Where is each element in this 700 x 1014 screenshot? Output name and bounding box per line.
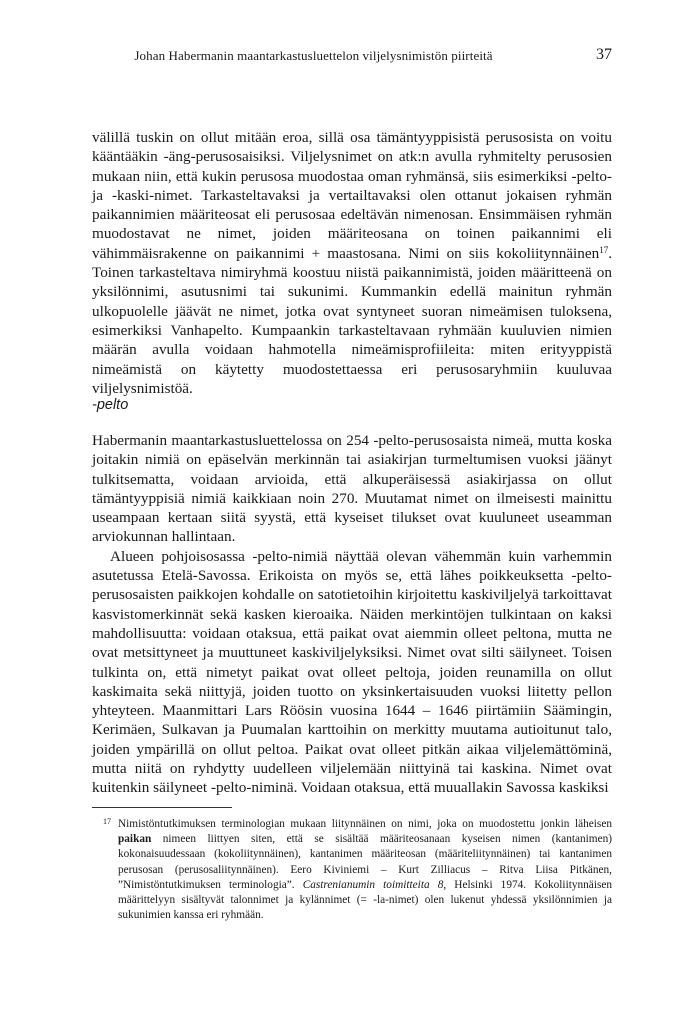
footnote-text-part: Nimistöntutkimuksen terminologian mukaan liitynnäinen on nimi, joka on muodostettu jonkin läheisen xyxy=(118,818,612,830)
footnote-reference[interactable]: 17 xyxy=(599,244,609,255)
section-heading: -pelto xyxy=(92,397,129,413)
paragraph-text: välillä tuskin on ollut mitään eroa, sillä osa tämäntyyppisistä perusosista on voitu kääntääkin -äng-perusosaisiksi. Viljelysnimet on atk:n avulla ryhmitelty perusosien mukaan niin, että kukin perusosa muodostaa oman ryhmänsä, siis esimerkiksi -pelto- ja -kaski-nimet. Tarkasteltavaksi ja vertailtavaksi olen ottanut jokaisen ryhmän paikannimien määriteosat eli perusosaa edeltävän nimenosan. Ensimmäisen ryhmän muodostavat ne nimet, joiden määriteosana on toinen paikannimi eli vähimmäisrakenne on paikannimi + maastosana. Nimi on siis kokoliitynnäinen xyxy=(92,129,612,262)
paragraph-text: . Toinen tarkasteltava nimiryhmä koostuu niistä paikannimistä, joiden määritteenä on yksilönnimi, asutusnimi tai sukunimi. Kummankin edellä mainitun ryhmän ulkopuolelle jäävät ne nimet, jotka ovat syntyneet suoran nimeämisen tuloksena, esimerkiksi Vanhapelto. Kumpaankin tarkasteltavaan ryhmään kuuluvien nimien määrän avulla voidaan hahmotella nimeämisprofiileita: miten erityyppistä nimeämistä on käytetty muodostettaessa eri perusosaryhmiin kuuluvaa viljelysnimistöä. xyxy=(92,244,612,397)
footnote-italic-title: Castrenianumin toimitteita 8 xyxy=(302,878,444,891)
footnote-text-part: , Helsinki 1974. Kokoliitynnäisen määrittelyyn sisältyvät talonnimet ja kylännimet (= -la-nimet) olen lukenut yhdessä yksilönnimien ja sukunimien kanssa eri ryhmään. xyxy=(118,878,613,922)
footnote-text-part: nimeen liittyen siten, että se sisältää määriteosanaan kyseisen nimen (kantanimen) kokonaisuudessaan (kokoliitynnäinen), kantanimen määriteosan (määriteliitynnäinen) tai kantanimen perusosan (perusosaliitynnäinen). Eero Kiviniemi – Kurt Zilliacus – Ritva Liisa Pitkänen, ”Nimistöntutkimuksen terminologia”. xyxy=(118,833,612,891)
footnote-text xyxy=(92,817,612,923)
page-number: 37 xyxy=(596,46,612,63)
running-title: Johan Habermanin maantarkastusluettelon viljelysnimistön piirteitä xyxy=(134,48,493,63)
intro-paragraph-block xyxy=(92,128,612,398)
paragraph xyxy=(92,128,612,398)
footnote xyxy=(92,817,612,923)
paragraph: Alueen pohjoisosassa -pelto-nimiä näyttää olevan vähemmän kuin varhemmin asutetussa Etelä-Savossa. Erikoista on myös se, että lähes poikkeuksetta -pelto-perusosaisten paikkojen kohdalle on satotietoihin kirjoitettu kaskiviljelyä tarkoittavat kasvistomerkinnät sekä kasken kieroaika. Näiden merkintöjen tulkintaan on kaksi mahdollisuutta: voidaan otaksua, että paikat ovat aiemmin olleet peltona, mutta ne ovat metsittyneet ja muuttuneet kaskiviljelyksiksi. Nimet ovat silti säilyneet. Toisen tulkinta on, että nimetyt paikat ovat olleet peltoja, joiden reunamilla on ollut kaskimaita sekä niittyjä, joiden tuotto on yksinkertaisuuden vuoksi liitetty pellon yhteyteen. Maanmittari Lars Röösin vuosina 1644 – 1646 piirtämiin Säämingin, Kerimäen, Sulkavan ja Puumalan karttoihin on merkitty muutama autioitunut talo, joiden ympärillä on ollut peltoa. Paikat ovat olleet pitkän aikaa viljelemättöminä, mutta niitä on ryhdytty uudelleen viljelemään niittyinä tai kaskina. Nimet ovat kuitenkin säilyneet -pelto-niminä. Voidaan otaksua, että muuallakin Savossa kaskiksi xyxy=(92,547,612,797)
footnote-divider xyxy=(92,807,232,808)
footnote-bold-term: paikan xyxy=(118,833,152,846)
footnote-mark: 17 xyxy=(103,817,111,826)
paragraph: Habermanin maantarkastusluettelossa on 254 -pelto-perusosaista nimeä, mutta koska joitakin nimiä on epäselvän merkinnän tai asiakirjan turmeltumisen vuoksi jäänyt tulkitsematta, voidaan arvioida, että alkuperäisessä asiakirjassa on ollut tämäntyyppisiä nimiä kaikkiaan noin 270. Muutamat nimet on ilmeisesti mainittu useampaan kertaan siitä syystä, että kyseiset tilukset ovat kuuluneet useamman arviokunnan hallintaan. xyxy=(92,432,612,546)
section-body xyxy=(92,431,612,798)
